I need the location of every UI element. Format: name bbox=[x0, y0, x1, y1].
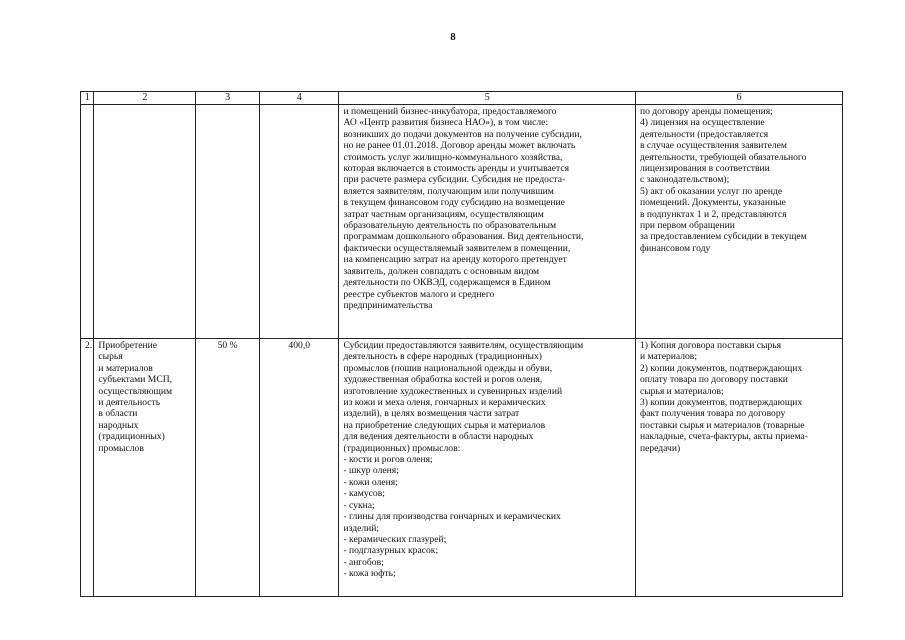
text-line: - ангобов; bbox=[343, 556, 384, 568]
text-line: образовательную деятельность по образовательным bbox=[343, 220, 557, 232]
text-line: изделий; bbox=[343, 522, 380, 534]
text-line: передачи) bbox=[639, 442, 681, 454]
text-line: в случае осуществления заявителем bbox=[639, 140, 787, 152]
text-line: накладные, счета-фактуры, акты приема- bbox=[639, 431, 809, 443]
text-line: (традиционных) bbox=[98, 431, 165, 443]
header-col-3: 3 bbox=[196, 92, 260, 105]
text-line: деятельности по ОКВЭД, содержащемся в Едином bbox=[343, 277, 551, 289]
text-line: в текущем финансовом году субсидию на возмещение bbox=[343, 197, 565, 209]
text-line: промыслов bbox=[98, 442, 144, 454]
text-line: при первом обращении bbox=[639, 220, 735, 232]
text-line: оплату товара по договору поставки bbox=[639, 374, 788, 386]
text-line: при расчете размера субсидии. Субсидия не предоста- bbox=[343, 174, 566, 186]
text-line: за предоставлением субсидии в текущем bbox=[639, 231, 807, 243]
text-line: с законодательством); bbox=[639, 174, 730, 186]
row1-col4 bbox=[260, 105, 339, 339]
text-line: но не ранее 01.01.2018. Договор аренды может включать bbox=[343, 140, 576, 152]
text-line: (традиционных) промыслов: bbox=[343, 442, 461, 454]
text-line: в подпунктах 1 и 2, представляются bbox=[639, 208, 787, 220]
text-line: 5) акт об оказании услуг по аренде bbox=[639, 185, 783, 197]
text-line: АО «Центр развития бизнеса НАО»), в том числе: bbox=[343, 117, 549, 129]
text-line: - сукна; bbox=[343, 499, 375, 511]
text-line: - шкур оленя; bbox=[343, 465, 399, 477]
text-line: - кости и рогов оленя; bbox=[343, 454, 433, 466]
text-line: 3) копии документов, подтверждающих bbox=[639, 397, 803, 409]
text-line: затрат частным организациям, осуществляющим bbox=[343, 208, 544, 220]
text-line: предпринимательства bbox=[343, 299, 433, 311]
text-line: реестре субъектов малого и среднего bbox=[343, 288, 495, 300]
text-line: 2) копии документов, подтверждающих bbox=[639, 362, 803, 374]
text-line: программам дошкольного образования. Вид деятельности, bbox=[343, 231, 584, 243]
header-col-2: 2 bbox=[94, 92, 196, 105]
text-line: - керамических глазурей; bbox=[343, 533, 447, 545]
text-line: народных bbox=[98, 419, 139, 431]
text-line: финансовом году bbox=[639, 242, 711, 254]
text-line: для ведения деятельности в области народных bbox=[343, 431, 534, 443]
text-line: сырья и материалов; bbox=[639, 385, 724, 397]
text-line: поставки сырья и материалов (товарные bbox=[639, 419, 805, 431]
row1-description bbox=[339, 105, 636, 339]
row1-documents bbox=[635, 105, 842, 339]
text-line: лицензирования в соответствии bbox=[639, 163, 770, 175]
text-line: заявитель, должен совпадать с основным видом bbox=[343, 265, 540, 277]
text-line: - глины для производства гончарных и керамических bbox=[343, 511, 561, 523]
text-line: которая включается в стоимость аренды и учитывается bbox=[343, 163, 570, 175]
text-line: вляется заявителям, получающим или получившим bbox=[343, 185, 554, 197]
row2-documents bbox=[635, 339, 842, 597]
header-col-6: 6 bbox=[635, 92, 842, 105]
text-line: Субсидии предоставляются заявителям, осуществляющим bbox=[343, 340, 584, 351]
table-row bbox=[81, 339, 843, 597]
text-line: - камусов; bbox=[343, 488, 385, 500]
row2-description bbox=[339, 339, 636, 597]
text-line: фактически осуществляемый заявителем в помещении, bbox=[343, 242, 571, 254]
text-line: деятельности, требующей обязательного bbox=[639, 151, 807, 163]
header-col-5: 5 bbox=[339, 92, 636, 105]
text-line: на приобретение следующих сырья и материалов bbox=[343, 419, 546, 431]
text-line: Приобретение bbox=[98, 340, 157, 351]
row2-amount: 400,0 bbox=[260, 339, 339, 597]
text-line: стоимость услуг жилищно-коммунального хозяйства, bbox=[343, 151, 563, 163]
header-row bbox=[81, 92, 843, 105]
table-row bbox=[81, 105, 843, 339]
text-line: - кожи оленя; bbox=[343, 476, 398, 488]
text-line: и деятельность bbox=[98, 397, 161, 409]
text-line: возникших до подачи документов на получение субсидии, bbox=[343, 128, 582, 140]
subsidy-table bbox=[80, 91, 843, 597]
text-line: и помещений бизнес-инкубатора, предоставляемого bbox=[343, 106, 557, 117]
row2-expense-type bbox=[94, 339, 196, 597]
text-line: и материалов bbox=[98, 362, 153, 374]
row2-percent: 50 % bbox=[196, 339, 260, 597]
text-line: изделий), в целях возмещения части затрат bbox=[343, 408, 520, 420]
text-line: из кожи и меха оленя, гончарных и керамических bbox=[343, 397, 546, 409]
row1-col2 bbox=[94, 105, 196, 339]
text-line: осуществляющим bbox=[98, 385, 173, 397]
header-col-1: 1 bbox=[81, 92, 94, 105]
text-line: в области bbox=[98, 408, 138, 420]
text-line: субъектами МСП, bbox=[98, 374, 173, 386]
text-line: сырья bbox=[98, 351, 123, 363]
text-line: факт получения товара по договору bbox=[639, 408, 786, 420]
text-line: - кожа юфть; bbox=[343, 568, 396, 580]
text-line: и материалов; bbox=[639, 351, 698, 363]
text-line: деятельность в сфере народных (традиционных) bbox=[343, 351, 542, 363]
row1-col1 bbox=[81, 105, 94, 339]
text-line: деятельности (предоставляется bbox=[639, 128, 769, 140]
text-line: изготовление художественных и сувенирных изделий bbox=[343, 385, 563, 397]
text-line: 1) Копия договора поставки сырья bbox=[639, 340, 782, 351]
text-line: 4) лицензия на осуществление bbox=[639, 117, 765, 129]
text-line: на компенсацию затрат на аренду которого претендует bbox=[343, 254, 567, 266]
text-line: - подглазурных красок; bbox=[343, 545, 439, 557]
header-col-4: 4 bbox=[260, 92, 339, 105]
text-line: помещений. Документы, указанные bbox=[639, 197, 786, 209]
row2-number: 2. bbox=[81, 339, 94, 597]
text-line: по договору аренды помещения; bbox=[639, 106, 773, 117]
text-line: промыслов (пошив национальной одежды и обуви, bbox=[343, 362, 553, 374]
row1-col3 bbox=[196, 105, 260, 339]
text-line: художественная обработка костей и рогов оленя, bbox=[343, 374, 543, 386]
page-number: 8 bbox=[450, 31, 456, 43]
